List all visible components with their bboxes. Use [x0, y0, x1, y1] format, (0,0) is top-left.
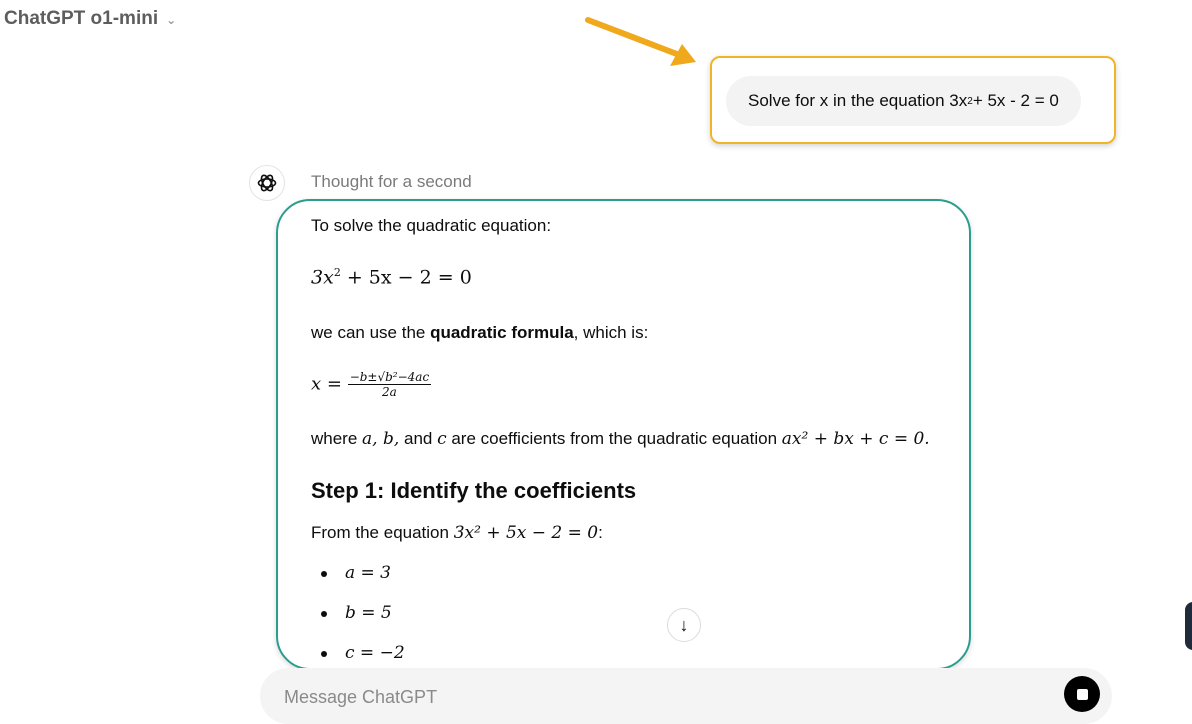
where-eq: ax² + bx + c = 0. [781, 429, 930, 449]
openai-logo-icon [256, 172, 278, 194]
message-composer [260, 668, 1112, 724]
equation-rest: + 5x − 2 = 0 [340, 266, 472, 289]
list-item [321, 563, 391, 583]
scroll-down-button[interactable] [667, 608, 701, 642]
stop-icon [1077, 689, 1088, 700]
formula-sentence [311, 323, 648, 343]
model-picker[interactable] [4, 8, 176, 30]
thought-status[interactable]: Thought for a second [311, 172, 472, 191]
formula-denominator: 2a [382, 385, 397, 399]
message-input[interactable] [282, 678, 1046, 716]
formula-lhs: x = [311, 373, 348, 395]
coefficient-c: c = −2 [345, 643, 405, 663]
list-item [321, 603, 392, 623]
arrow-down-icon: ↓ [679, 614, 689, 635]
coefficient-a: a = 3 [345, 563, 392, 583]
user-message-exponent: 2 [967, 95, 973, 107]
chevron-down-icon: ⌄ [166, 13, 177, 27]
coefficient-b: b = 5 [345, 603, 392, 623]
where-middle: are coefficients from the quadratic equation [446, 429, 782, 448]
formula-sentence-before: we can use the [311, 323, 431, 342]
where-sentence [311, 429, 930, 449]
step1-before: From the equation [311, 523, 454, 542]
assistant-avatar [249, 165, 285, 201]
equation-exponent: 2 [333, 266, 341, 279]
stop-button[interactable] [1064, 676, 1100, 712]
list-item [321, 643, 405, 663]
user-message-bubble [726, 76, 1081, 126]
where-c: c [437, 429, 447, 449]
side-panel-tab[interactable] [1185, 602, 1192, 650]
formula-numerator: −b±√b²−4ac [349, 370, 430, 384]
step1-heading: Step 1: Identify the coefficients [311, 478, 637, 503]
step1-text [311, 523, 603, 543]
user-message-text: Solve for x in the equation 3x [748, 91, 968, 110]
step1-eq: 3x² + 5x − 2 = 0 [453, 523, 599, 543]
where-before: where [311, 429, 363, 448]
model-label: ChatGPT o1-mini [4, 8, 159, 29]
equation-coef: 3x [311, 266, 334, 289]
user-message-text-rest: + 5x - 2 = 0 [972, 91, 1059, 110]
where-and: and [399, 429, 438, 448]
intro-text: To solve the quadratic equation: [311, 216, 552, 235]
step1-after: : [598, 523, 603, 542]
formula-sentence-after: , which is: [573, 323, 649, 342]
quadratic-formula [311, 370, 431, 399]
where-vars: a, b, [362, 429, 400, 449]
equation-display [311, 266, 472, 288]
formula-sentence-bold: quadratic formula [430, 323, 574, 342]
formula-fraction [348, 370, 432, 399]
annotation-arrow-icon [578, 8, 708, 68]
